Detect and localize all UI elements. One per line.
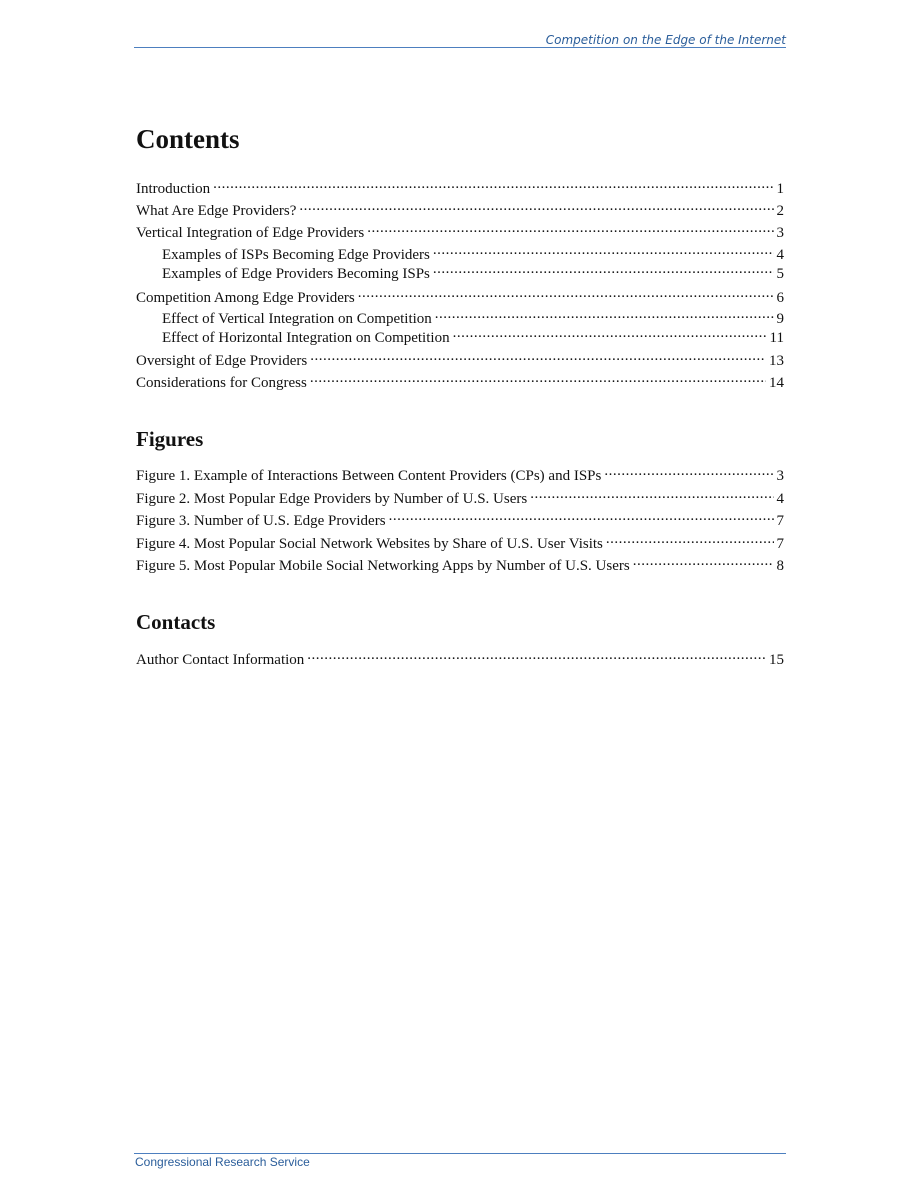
- contact-entry-page: 15: [769, 652, 784, 668]
- toc-entry-page: 2: [776, 203, 784, 219]
- figure-entry-page: 7: [776, 513, 784, 529]
- dot-leader: [633, 552, 774, 570]
- dot-leader: [358, 284, 774, 302]
- figure-entry-title: Figure 3. Number of U.S. Edge Providers: [136, 513, 386, 529]
- dot-leader: [389, 507, 774, 525]
- toc-entry-title: Oversight of Edge Providers: [136, 353, 308, 369]
- toc-entry-page: 14: [769, 375, 784, 391]
- dot-leader: [433, 260, 774, 278]
- toc-entry-title: Vertical Integration of Edge Providers: [136, 225, 365, 241]
- toc-entry-page: 3: [776, 225, 784, 241]
- toc-entry-page: 5: [776, 266, 784, 282]
- dot-leader: [606, 530, 774, 548]
- toc-entry-page: 9: [776, 311, 784, 327]
- toc-entry-considerations-for-congress[interactable]: [136, 369, 784, 392]
- toc-entry-introduction[interactable]: [136, 175, 784, 198]
- toc-entry-page: 1: [776, 181, 784, 197]
- toc-entry-page: 4: [776, 247, 784, 263]
- toc-entry-page: 13: [769, 353, 784, 369]
- figure-entry-page: 8: [776, 558, 784, 574]
- contents-heading: Contents: [136, 124, 240, 154]
- contacts-heading: Contacts: [136, 610, 216, 634]
- dot-leader: [213, 175, 773, 193]
- dot-leader: [453, 324, 767, 342]
- figure-entry-1[interactable]: [136, 462, 784, 485]
- toc-entry-effect-horizontal-integration[interactable]: [162, 324, 784, 347]
- figure-entry-title: Figure 1. Example of Interactions Between Content Providers (CPs) and ISPs: [136, 468, 602, 484]
- toc-entry-vertical-integration[interactable]: [136, 219, 784, 242]
- footer-rule: [134, 1153, 786, 1154]
- running-header-title: Competition on the Edge of the Internet: [545, 33, 786, 47]
- footer-organization: Congressional Research Service: [135, 1155, 310, 1169]
- figures-heading: Figures: [136, 427, 204, 451]
- toc-entry-title: Considerations for Congress: [136, 375, 307, 391]
- figure-entry-3[interactable]: [136, 507, 784, 530]
- figure-entry-page: 3: [776, 468, 784, 484]
- figure-entry-title: Figure 2. Most Popular Edge Providers by Number of U.S. Users: [136, 491, 528, 507]
- toc-entry-page: 11: [769, 330, 784, 346]
- figure-entry-5[interactable]: [136, 552, 784, 575]
- toc-entry-competition-among-edge-providers[interactable]: [136, 284, 784, 307]
- toc-entry-title: Effect of Vertical Integration on Competition: [162, 311, 432, 327]
- contact-entry-title: Author Contact Information: [136, 652, 305, 668]
- dot-leader: [367, 219, 773, 237]
- figure-entry-page: 7: [776, 536, 784, 552]
- figure-entry-2[interactable]: [136, 485, 784, 508]
- figure-entry-title: Figure 5. Most Popular Mobile Social Networking Apps by Number of U.S. Users: [136, 558, 630, 574]
- toc-entry-edge-providers-becoming-isps[interactable]: [162, 260, 784, 283]
- dot-leader: [435, 305, 774, 323]
- toc-entry-title: Competition Among Edge Providers: [136, 290, 355, 306]
- toc-entry-what-are-edge-providers[interactable]: [136, 197, 784, 220]
- toc-entry-oversight-of-edge-providers[interactable]: [136, 347, 784, 370]
- toc-entry-page: 6: [776, 290, 784, 306]
- dot-leader: [530, 485, 773, 503]
- dot-leader: [310, 369, 766, 387]
- contact-entry-author-contact-information[interactable]: [136, 646, 784, 669]
- toc-entry-title: Effect of Horizontal Integration on Competition: [162, 330, 450, 346]
- dot-leader: [307, 646, 766, 664]
- toc-entry-title: What Are Edge Providers?: [136, 203, 297, 219]
- toc-entry-title: Examples of ISPs Becoming Edge Providers: [162, 247, 430, 263]
- dot-leader: [310, 347, 766, 365]
- dot-leader: [604, 462, 773, 480]
- dot-leader: [299, 197, 773, 215]
- toc-entry-title: Examples of Edge Providers Becoming ISPs: [162, 266, 430, 282]
- header-rule: [134, 47, 786, 48]
- figure-entry-title: Figure 4. Most Popular Social Network Websites by Share of U.S. User Visits: [136, 536, 603, 552]
- dot-leader: [433, 241, 774, 259]
- figure-entry-4[interactable]: [136, 530, 784, 553]
- toc-entry-title: Introduction: [136, 181, 211, 197]
- figure-entry-page: 4: [776, 491, 784, 507]
